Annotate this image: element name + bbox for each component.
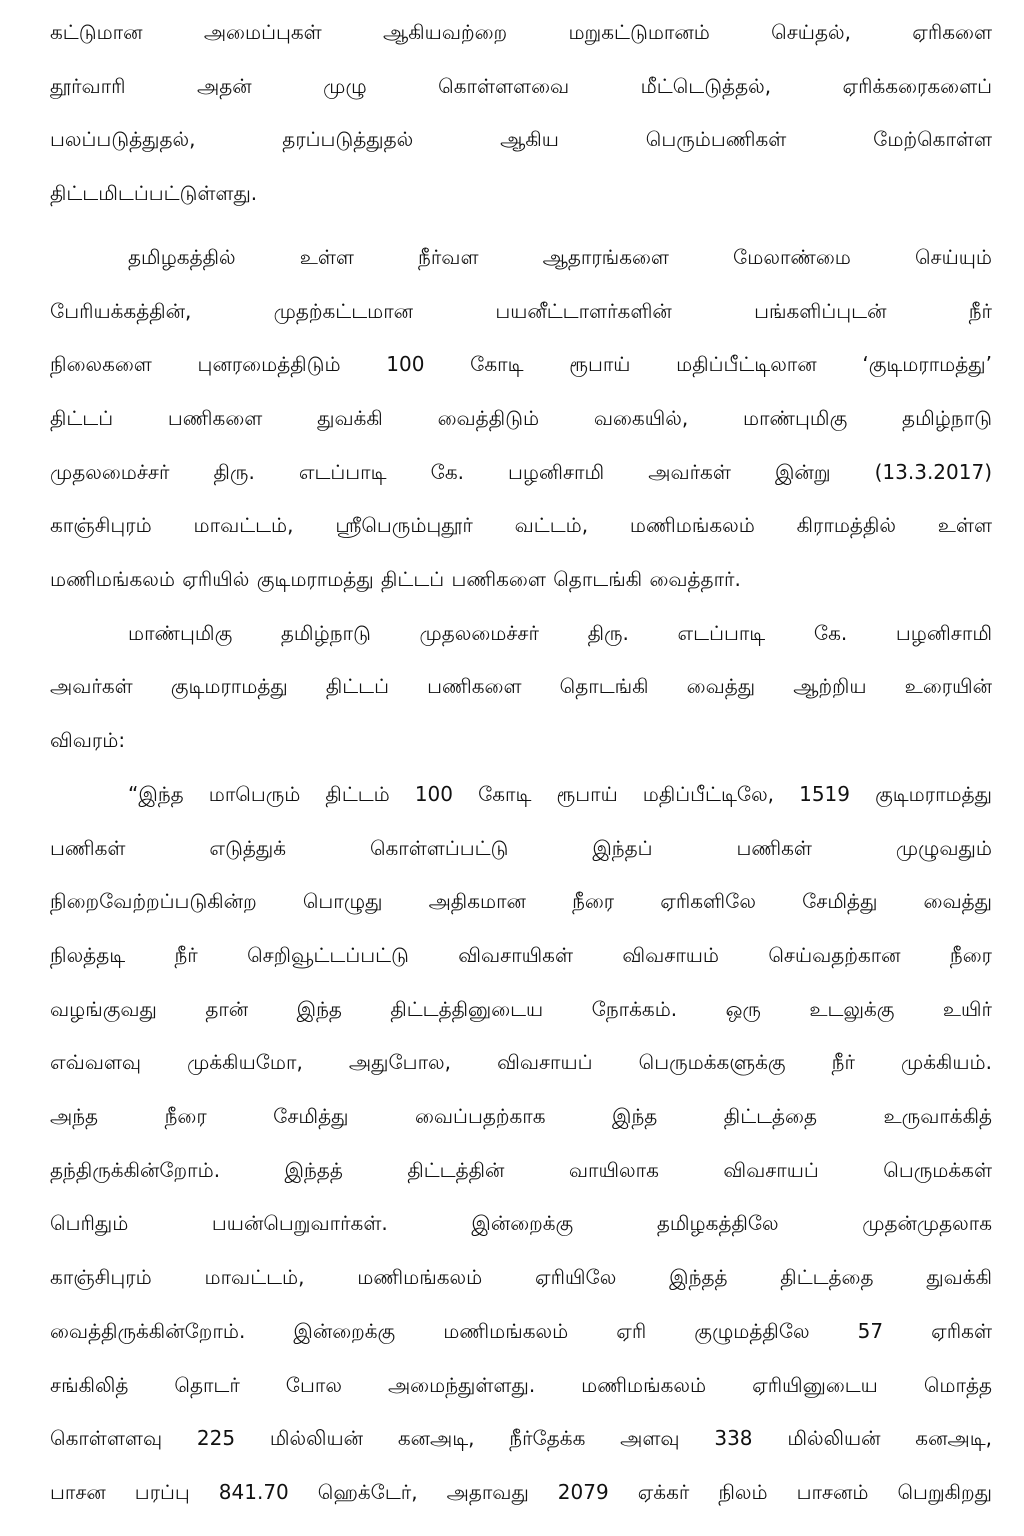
text-line: காஞ்சிபுரம் மாவட்டம், மணிமங்கலம் ஏரியிலே இந்தத் திட்டத்தை துவக்கி xyxy=(50,1265,992,1290)
paragraph-2 xyxy=(50,231,992,607)
text-line: கட்டுமான அமைப்புகள் ஆகியவற்றை மறுகட்டுமானம் செய்தல், ஏரிகளை xyxy=(50,20,992,44)
text-line: தந்திருக்கின்றோம். இந்தத் திட்டத்தின் வாயிலாக விவசாயப் பெருமக்கள் xyxy=(50,1157,992,1182)
text-line: காஞ்சிபுரம் மாவட்டம், ஸ்ரீபெரும்புதூர் வட்டம், மணிமங்கலம் கிராமத்தில் உள்ள xyxy=(50,513,992,538)
text-line: திட்டமிடப்பட்டுள்ளது. xyxy=(50,181,258,206)
text-line-indented: மாண்புமிகு தமிழ்நாடு முதலமைச்சர் திரு. எடப்பாடி கே. பழனிசாமி xyxy=(128,620,992,645)
paragraph-gap xyxy=(50,221,992,231)
text-line: விவரம்: xyxy=(50,728,126,753)
text-line-indented: தமிழகத்தில் உள்ள நீர்வள ஆதாரங்களை மேலாண்மை செய்யும் xyxy=(128,244,992,269)
text-line: முதலமைச்சர் திரு. எடப்பாடி கே. பழனிசாமி அவர்கள் இன்று (13.3.2017) xyxy=(50,459,992,484)
text-line: தூர்வாரி அதன் முழு கொள்ளளவை மீட்டெடுத்தல், ஏரிக்கரைகளைப் xyxy=(50,73,992,98)
text-line: பேரியக்கத்தின், முதற்கட்டமான பயனீட்டாளர்களின் பங்களிப்புடன் நீர் xyxy=(50,298,992,323)
text-line-indented: “இந்த மாபெரும் திட்டம் 100 கோடி ரூபாய் மதிப்பீட்டிலே, 1519 குடிமராமத்து xyxy=(128,781,992,806)
text-line: வழங்குவது தான் இந்த திட்டத்தினுடைய நோக்கம். ஒரு உடலுக்கு உயிர் xyxy=(50,996,992,1021)
text-line: பாசன பரப்பு 841.70 ஹெக்டேர், அதாவது 2079 ஏக்கர் நிலம் பாசனம் பெறுகிறது xyxy=(50,1479,992,1504)
text-line: அந்த நீரை சேமித்து வைப்பதற்காக இந்த திட்டத்தை உருவாக்கித் xyxy=(50,1104,992,1129)
paragraph-3 xyxy=(50,607,992,768)
text-line: வைத்திருக்கின்றோம். இன்றைக்கு மணிமங்கலம் ஏரி குழுமத்திலே 57 ஏரிகள் xyxy=(50,1318,992,1343)
text-line: சங்கிலித் தொடர் போல அமைந்துள்ளது. மணிமங்கலம் ஏரியினுடைய மொத்த xyxy=(50,1372,992,1397)
text-line: திட்டப் பணிகளை துவக்கி வைத்திடும் வகையில், மாண்புமிகு தமிழ்நாடு xyxy=(50,405,992,430)
text-line: நிறைவேற்றப்படுகின்ற பொழுது அதிகமான நீரை ஏரிகளிலே சேமித்து வைத்து xyxy=(50,889,992,914)
text-line: நிலைகளை புனரமைத்திடும் 100 கோடி ரூபாய் மதிப்பீட்டிலான ‘குடிமராமத்து’ xyxy=(50,352,992,377)
paragraph-4 xyxy=(50,768,992,1520)
text-line: கொள்ளளவு 225 மில்லியன் கனஅடி, நீர்தேக்க அளவு 338 மில்லியன் கனஅடி, xyxy=(50,1426,992,1451)
text-line: பெரிதும் பயன்பெறுவார்கள். இன்றைக்கு தமிழகத்திலே முதன்முதலாக xyxy=(50,1211,992,1236)
text-line: மணிமங்கலம் ஏரியில் குடிமராமத்து திட்டப் பணிகளை தொடங்கி வைத்தார். xyxy=(50,567,741,592)
text-line: அவர்கள் குடிமராமத்து திட்டப் பணிகளை தொடங்கி வைத்து ஆற்றிய உரையின் xyxy=(50,674,992,699)
text-line: பலப்படுத்துதல், தரப்படுத்துதல் ஆகிய பெரும்பணிகள் மேற்கொள்ள xyxy=(50,127,992,152)
text-line: பணிகள் எடுத்துக் கொள்ளப்பட்டு இந்தப் பணிகள் முழுவதும் xyxy=(50,835,992,860)
text-line: நிலத்தடி நீர் செறிவூட்டப்பட்டு விவசாயிகள் விவசாயம் செய்வதற்கான நீரை xyxy=(50,942,992,967)
text-line: எவ்வளவு முக்கியமோ, அதுபோல, விவசாயப் பெருமக்களுக்கு நீர் முக்கியம். xyxy=(50,1050,992,1075)
paragraph-1 xyxy=(50,6,992,221)
